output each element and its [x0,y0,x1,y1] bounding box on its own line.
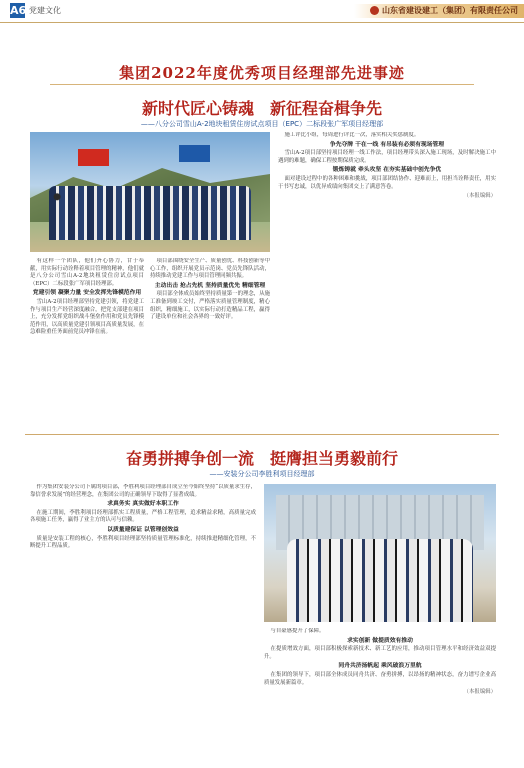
page-header [0,0,524,23]
paragraph: 雪山A-2项目经理部坚持党建引领，将党建工作与项目生产经营深度融合，把党支部建在项目上，充分发挥党组织战斗堡垒作用和党员先锋模范作用，以高质量党建引领项目高质量发展，在急难险重任务面前党员冲锋在前。 [30,298,144,336]
editor-note: （本报编辑） [463,688,496,695]
section-name: 党建文化 [29,6,61,15]
subheading: 求真务实 真实做好本职工作 [107,501,179,508]
section-divider [25,434,499,435]
paragraph: 在集团的领导下，项目部全体成员同舟共济、奋勇拼搏，以昂扬的精神状态，奋力谱写企业高质量发展新篇章。 [264,671,496,686]
company-seal-icon [370,6,379,15]
subheading: 锻炼铸就 牵头攻坚 在夯实基础中创先争优 [332,167,442,174]
editor-note: （本报编辑） [463,192,496,199]
paragraph: 在施工期间，李胜利项目经理部抓实工程质量，严格工程管理，追求精益求精，高质量完成各项施工任务，赢得了业主方的认可与信赖。 [30,509,256,524]
subheading: 争先夺牌 干在一线 有吊装有必须有现场管理 [329,141,445,148]
subheading: 求实创新 做提质效有推动 [347,637,413,644]
article2-photo [264,484,496,622]
paragraph: 有这样一个团队，他们齐心协力，甘于奉献，用实际行动诠释着项目管理的精神，他们就是八分公司雪山A-2地块租赁住房试点项目（EPC）二标段张广军项目经理部。 [30,258,144,287]
paragraph: 面对建设过程中的各种困难和挑战，项目部团结协作、迎难而上，用担当诠释责任，用实干书写忠诚，以优异成绩向集团交上了满意答卷。 [278,175,496,190]
paragraph: 雪山A-2项目部坚持项目经理一线工作法，项目经理带头深入施工现场，及时解决施工中遇到的难题，确保工程按期保质完成。 [278,150,496,164]
subheading: 党建引领 凝聚力量 安全发挥先锋模范作用 [32,290,142,297]
article2-subtitle: ——安装分公司李胜利项目经理部 [209,470,315,478]
article1-column-3 [278,132,496,428]
paragraph: 施工评比小组，每周进行评比一次，落实相关奖惩制度。 [284,132,420,138]
article1-subtitle: ——八分公司雪山A-2地块租赁住房试点项目（EPC）二标段张广军项目经理部 [140,120,384,128]
team-group [49,186,251,240]
paragraph: 项目部围绕安全生产、质量创优、科技创新等中心工作，组织开展党员示范岗、党员先锋队活动，持续推动党建工作与项目管理同频共振。 [150,258,270,280]
article2-title: 奋勇拼搏争创一流 挺膺担当勇毅前行 [125,449,398,468]
article1-column-1 [30,258,144,428]
paragraph: 项目部全体成员始终坚持质量第一的理念，从施工准备到竣工交付，严格落实质量管理制度，精心组织，精细施工，以实际行动打造精品工程，赢得了建设单位和社会各界的一致好评。 [150,291,270,321]
title-divider [50,84,474,85]
team-group [287,539,473,622]
paragraph: 质量是安装工程的核心，李胜利项目经理部坚持质量管理标准化，持续推进精细化管理，不断提升工程品质。 [30,535,256,550]
blue-flag [179,145,210,162]
red-flag [78,149,109,166]
subheading: 以质量建保证 以管理创效益 [107,526,179,533]
article2-column-1 [30,484,256,754]
article1-column-2 [150,258,270,428]
article1-photo [30,132,270,252]
paragraph: 在提质增效方面，项目部积极探索新技术、新工艺的应用，推动项目管理水平和经济效益双提升。 [264,646,496,660]
page-title: 集团2022年度优秀项目经理部先进事迹 [119,64,405,82]
subheading: 同舟共济扬帆起 乘风破浪万里航 [338,663,422,670]
paragraph: 与自豪感提升了保障。 [270,628,325,634]
masthead-text: 山东省建设建工（集团）有限责任公司 [382,6,518,15]
paragraph: 作为集团安装分公司下属的项目部，李胜利项目经理部自成立至今始终坚持“以质量求生存，靠信誉求发展”的经营理念，在集团公司的正确领导下取得了显著成绩。 [30,484,256,498]
page-number: A6 [10,4,27,17]
article1-title: 新时代匠心铸魂 新征程奋楫争先 [141,99,382,118]
masthead [354,4,524,18]
article2-column-2 [264,628,496,754]
subheading: 主动出击 抢占先机 坚持质量优先 精细管理 [154,282,266,289]
